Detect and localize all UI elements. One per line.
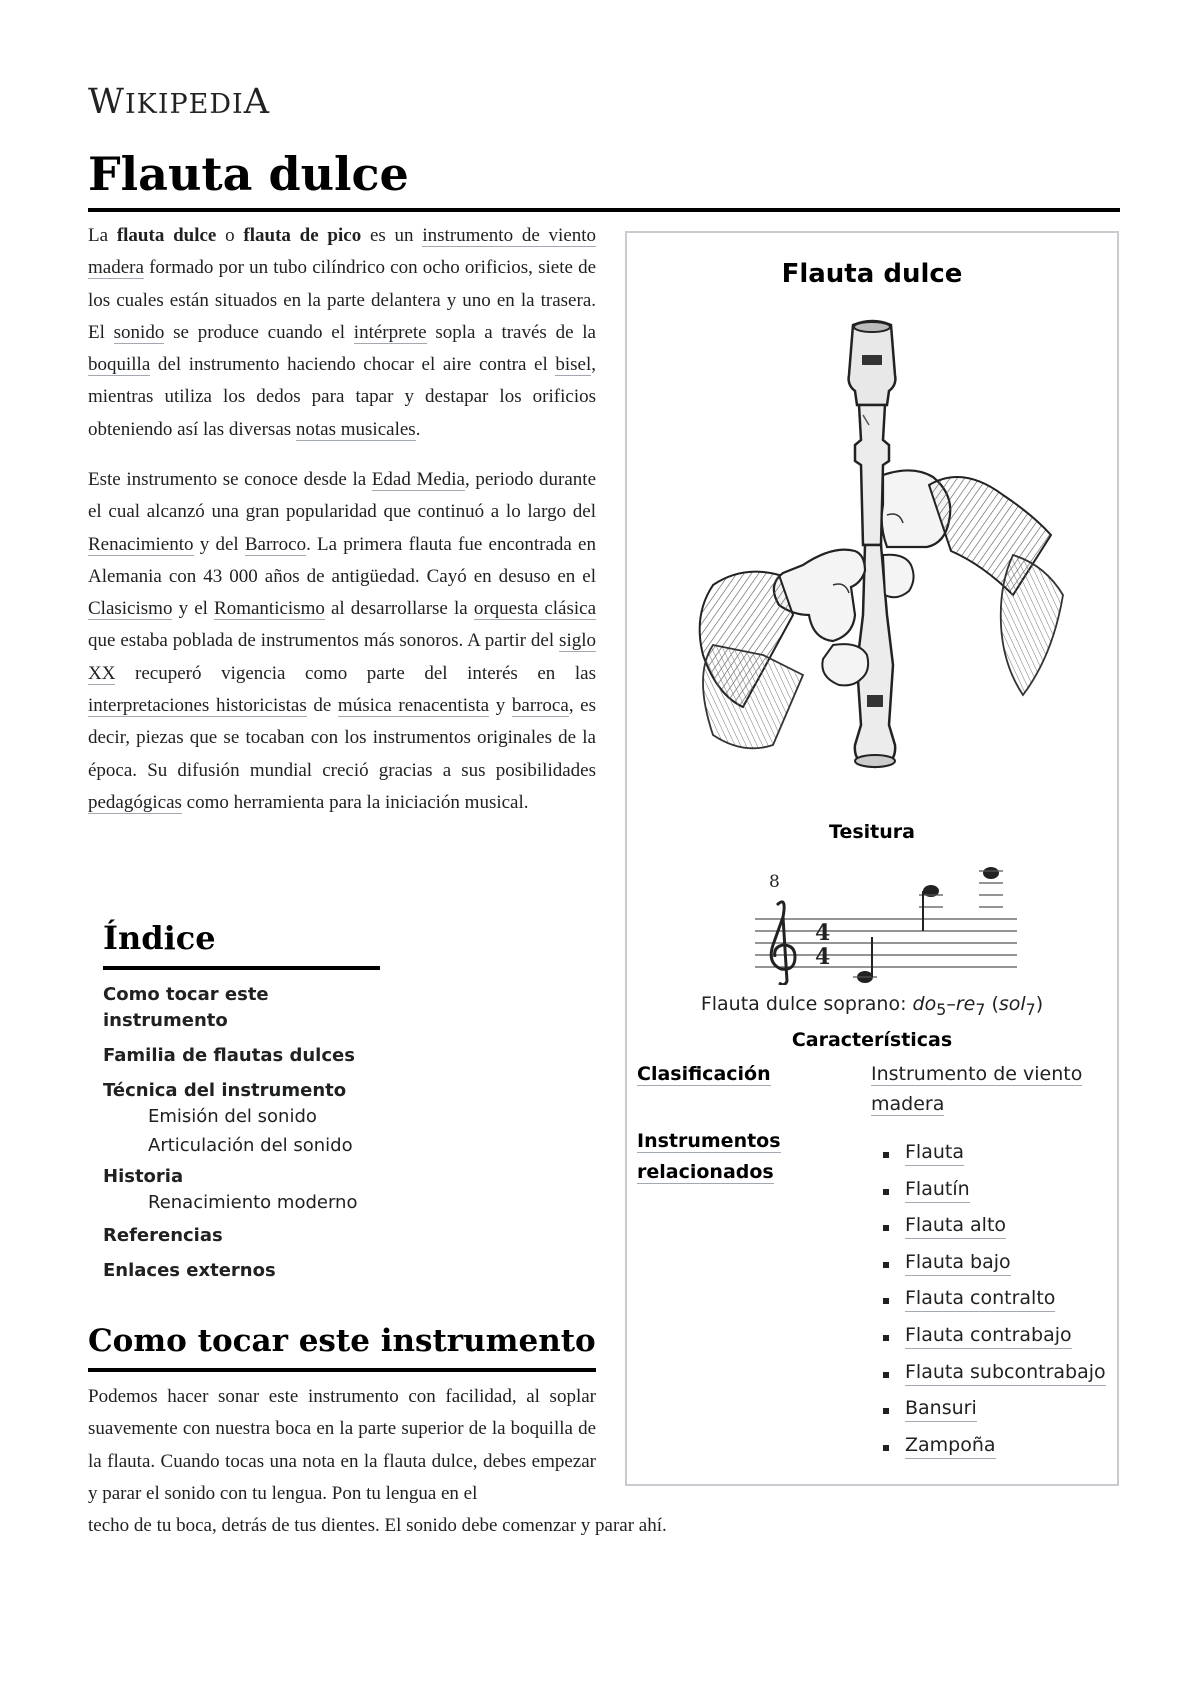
toc-subitem[interactable]: Emisión del sonido <box>148 1106 317 1127</box>
infobox <box>625 231 1119 1486</box>
section-divider <box>88 1368 596 1372</box>
link-clasicismo[interactable]: Clasicismo <box>88 598 173 620</box>
classification-label[interactable]: Clasificación <box>637 1063 771 1085</box>
link-edad-media[interactable]: Edad Media <box>371 469 465 490</box>
list-item[interactable]: Zampoña <box>871 1432 1106 1469</box>
section-paragraph: Podemos hacer sonar este instrumento con facilidad, al soplar suavemente con nuestra boca en la parte superior de la boquilla de la flauta. Cuando tocas una nota en la flauta dulce, debes empezar y parar el sonido con tu lengua. Pon tu lengua en el techo de tu boca, detrás de tus dientes. El sonido debe comenzar y parar ahí. <box>88 1386 667 1537</box>
octave-mark: 8 <box>769 872 780 892</box>
classification-value[interactable]: Instrumento de viento madera <box>871 1063 1083 1115</box>
wikipedia-logo[interactable]: WIKIPEDIA <box>88 82 270 122</box>
link-musica-renacentista[interactable]: música renacentista <box>337 695 490 717</box>
intro-paragraph: La flauta dulce o flauta de pico es un instrumento de viento madera formado por un tubo cilíndrico con ocho orificios, siete de los cuales están situados en la parte delantera y uno en la trasera. El sonido se produce cuando el intérprete sopla a través de la boquilla del instrumento haciendo chocar el aire contra el bisel, mientras utiliza los dedos para tapar y destapar los orificios obteniendo así las diversas notas musicales. <box>88 225 597 440</box>
link-bisel[interactable]: bisel <box>555 354 592 376</box>
link-sonido[interactable]: sonido <box>113 321 165 343</box>
toc-subitem[interactable]: Renacimiento moderno <box>148 1192 358 1213</box>
link-orquesta-clasica[interactable]: orquesta clásica <box>473 598 596 620</box>
title-divider <box>88 208 1120 212</box>
recorder-illustration[interactable] <box>683 315 1073 805</box>
list-item[interactable]: Flauta contrabajo <box>871 1322 1106 1359</box>
features-label: Características <box>791 1029 953 1051</box>
toc-item[interactable]: Enlaces externos <box>103 1260 276 1281</box>
link-romanticismo[interactable]: Romanticismo <box>214 598 325 620</box>
list-item[interactable]: Flauta bajo <box>871 1249 1106 1286</box>
link-barroca[interactable]: barroca <box>511 695 569 717</box>
toc-subitem[interactable]: Articulación del sonido <box>148 1135 353 1156</box>
range-caption: Flauta dulce soprano: $do_5-re_7$ (sol$_7$) <box>700 993 1044 1019</box>
link-siglo-xx[interactable]: siglo XX <box>88 630 596 684</box>
list-item[interactable]: Flauta alto <box>871 1212 1106 1249</box>
toc-item[interactable]: Historia Renacimiento moderno <box>103 1164 383 1217</box>
link-renacimiento[interactable]: Renacimiento <box>88 533 194 555</box>
section-heading: Como tocar este instrumento <box>88 1323 596 1359</box>
list-item[interactable]: Flauta contralto <box>871 1285 1106 1322</box>
link-instrumento-de-viento-madera[interactable]: instrumento de viento madera <box>88 225 597 279</box>
toc-item[interactable]: Referencias <box>103 1225 223 1246</box>
toc-divider <box>103 966 380 970</box>
infobox-title: Flauta dulce <box>781 259 963 289</box>
list-item[interactable]: Flauta <box>871 1139 1106 1176</box>
page-title: Flauta dulce <box>88 147 409 201</box>
svg-text:4: 4 <box>815 944 831 970</box>
link-pedagogicas[interactable]: pedagógicas <box>88 791 182 813</box>
link-barroco[interactable]: Barroco <box>244 533 307 555</box>
link-interprete[interactable]: intérprete <box>353 321 427 343</box>
related-instruments-list <box>871 1139 1106 1468</box>
list-item[interactable]: Flauta subcontrabajo <box>871 1359 1106 1396</box>
toc-item[interactable]: Como tocar este instrumento <box>103 984 269 1031</box>
link-notas-musicales[interactable]: notas musicales <box>295 418 416 440</box>
toc-title: Índice <box>103 919 216 957</box>
list-item[interactable]: Bansuri <box>871 1395 1106 1432</box>
toc-item[interactable]: Técnica del instrumento Emisión del sonido Articulación del sonido <box>103 1078 383 1160</box>
history-paragraph: Este instrumento se conoce desde la Edad Media, periodo durante el cual alcanzó una gran popularidad que continuó a lo largo del Renacimiento y del Barroco. La primera flauta fue encontrada en Alemania con 43 000 años de antigüedad. Cayó en desuso en el Clasicismo y el Romanticismo al desarrollarse la orquesta clásica que estaba poblada de instrumentos más sonoros. A partir del siglo XX recuperó vigencia como parte del interés en las interpretaciones historicistas de música renacentista y barroca, es decir, piezas que se tocaban con los instrumentos originales de la época. Su difusión mundial creció gracias a sus posibilidades pedagógicas como herramienta para la iniciación musical. <box>88 469 597 813</box>
list-item[interactable]: Flautín <box>871 1176 1106 1213</box>
table-of-contents <box>103 918 383 1293</box>
note-sol7 <box>983 867 999 879</box>
related-label[interactable]: Instrumentos relacionados <box>637 1130 781 1183</box>
link-interpretaciones-historicistas[interactable]: interpretaciones historicistas <box>88 695 307 717</box>
range-staff[interactable] <box>755 865 1017 985</box>
tesitura-label: Tesitura <box>829 821 915 843</box>
svg-text:4: 4 <box>815 920 831 946</box>
toc-item[interactable]: Familia de flautas dulces <box>103 1045 355 1066</box>
link-boquilla[interactable]: boquilla <box>88 354 151 376</box>
